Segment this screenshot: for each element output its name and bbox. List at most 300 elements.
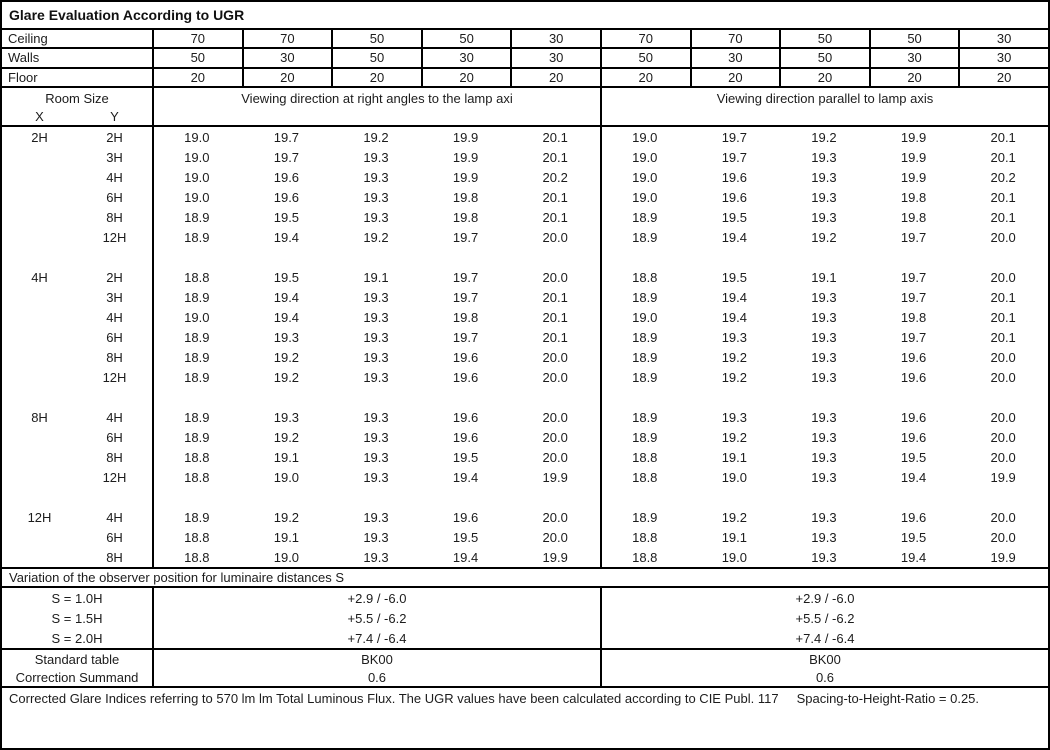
ugr-value: 20.1 <box>542 209 568 225</box>
room-y-label: 8H <box>106 549 123 565</box>
ugr-value: 19.0 <box>632 309 658 325</box>
surface-value: 20 <box>690 69 780 86</box>
ugr-value: 18.9 <box>184 409 210 425</box>
room-y-label: 8H <box>106 349 123 365</box>
footer-text: Corrected Glare Indices referring to 570 lm lm Total Luminous Flux. The UGR values have been calculated according to CIE Publ. 117 <box>9 691 779 706</box>
variation-value-right: +7.4 / -6.4 <box>600 628 1048 648</box>
room-y-label: 3H <box>106 149 123 165</box>
variation-row <box>2 608 1048 628</box>
surface-value: 50 <box>331 49 421 66</box>
footer-ratio: Spacing-to-Height-Ratio = 0.25. <box>796 691 980 706</box>
ugr-value: 19.8 <box>452 209 479 225</box>
ugr-value: 20.0 <box>990 449 1016 465</box>
ugr-value: 19.4 <box>900 469 927 485</box>
surface-rows <box>2 30 1048 88</box>
ugr-value: 19.2 <box>363 229 389 245</box>
ugr-value: 18.9 <box>632 229 658 245</box>
ugr-value: 19.0 <box>721 469 748 485</box>
surface-value: 30 <box>958 49 1048 66</box>
variation-title: Variation of the observer position for luminaire distances S <box>2 567 1048 588</box>
ugr-value: 19.3 <box>811 449 837 465</box>
ugr-value: 19.3 <box>811 149 837 165</box>
ugr-value: 20.1 <box>542 149 568 165</box>
ugr-value: 19.2 <box>811 229 837 245</box>
ugr-value: 19.3 <box>363 349 389 365</box>
ugr-value: 20.1 <box>542 289 568 305</box>
variation-value-right: +5.5 / -6.2 <box>600 608 1048 628</box>
ugr-value: 19.8 <box>900 189 927 205</box>
ugr-value: 19.6 <box>273 169 300 185</box>
ugr-value: 19.3 <box>363 189 389 205</box>
ugr-value: 20.0 <box>990 269 1016 285</box>
ugr-value: 18.8 <box>184 449 210 465</box>
variation-rows <box>2 588 1048 650</box>
ugr-row <box>2 347 1048 367</box>
ugr-value: 19.9 <box>452 149 479 165</box>
ugr-row <box>2 267 1048 287</box>
summary-value-right: 0.6 <box>600 668 1048 686</box>
ugr-row <box>2 167 1048 187</box>
ugr-value: 19.2 <box>273 349 300 365</box>
ugr-value: 19.3 <box>811 429 837 445</box>
ugr-value: 20.0 <box>542 369 568 385</box>
ugr-value: 19.7 <box>273 149 300 165</box>
ugr-value: 19.8 <box>452 309 479 325</box>
ugr-value: 19.2 <box>811 129 837 145</box>
ugr-value: 19.0 <box>273 549 300 565</box>
ugr-value: 20.0 <box>542 269 568 285</box>
y-column-label: Y <box>110 109 119 124</box>
room-y-label: 6H <box>106 529 123 545</box>
ugr-value: 19.3 <box>363 309 389 325</box>
ugr-value: 18.8 <box>184 469 210 485</box>
surface-value: 30 <box>242 49 332 66</box>
ugr-value: 18.8 <box>632 449 658 465</box>
ugr-value: 19.2 <box>721 509 748 525</box>
ugr-row <box>2 227 1048 247</box>
ugr-value: 19.3 <box>363 529 389 545</box>
ugr-value: 19.4 <box>452 549 479 565</box>
room-x-label: 12H <box>27 509 52 525</box>
room-y-label: 4H <box>106 409 123 425</box>
ugr-value: 20.1 <box>990 309 1016 325</box>
ugr-value: 19.3 <box>363 429 389 445</box>
ugr-value: 19.2 <box>721 349 748 365</box>
ugr-value: 19.3 <box>721 329 748 345</box>
ugr-value: 19.2 <box>273 429 300 445</box>
variation-value-right: +2.9 / -6.0 <box>600 588 1048 608</box>
ugr-value: 20.0 <box>990 529 1016 545</box>
ugr-value: 18.9 <box>184 349 210 365</box>
ugr-value: 20.0 <box>990 409 1016 425</box>
ugr-row <box>2 507 1048 527</box>
ugr-value: 19.4 <box>900 549 927 565</box>
ugr-value: 20.1 <box>542 129 568 145</box>
ugr-value: 19.0 <box>632 149 658 165</box>
ugr-value: 18.8 <box>184 549 210 565</box>
ugr-value: 19.0 <box>273 469 300 485</box>
footer-note <box>2 688 1048 748</box>
ugr-value: 19.9 <box>990 469 1016 485</box>
room-y-label: 8H <box>106 449 123 465</box>
ugr-value: 19.0 <box>184 189 210 205</box>
x-column-label: X <box>35 109 44 124</box>
ugr-value: 18.9 <box>184 229 210 245</box>
ugr-value: 20.0 <box>990 429 1016 445</box>
summary-rows <box>2 650 1048 688</box>
ugr-value: 19.3 <box>721 409 748 425</box>
surface-value: 30 <box>869 49 959 66</box>
ugr-value: 19.7 <box>900 289 927 305</box>
ugr-value: 19.3 <box>811 329 837 345</box>
ugr-value: 18.8 <box>184 269 210 285</box>
ugr-value: 19.6 <box>900 429 927 445</box>
ugr-value: 19.3 <box>811 349 837 365</box>
ugr-value: 18.9 <box>184 289 210 305</box>
surface-row-walls <box>2 49 1048 68</box>
ugr-value: 19.4 <box>721 289 748 305</box>
ugr-value: 20.1 <box>990 329 1016 345</box>
ugr-value: 18.9 <box>632 369 658 385</box>
ugr-value: 19.6 <box>900 369 927 385</box>
room-size-xy <box>2 109 152 124</box>
room-y-label: 8H <box>106 209 123 225</box>
ugr-value: 20.0 <box>990 369 1016 385</box>
room-y-label: 4H <box>106 509 123 525</box>
ugr-value: 20.2 <box>990 169 1016 185</box>
surface-value: 70 <box>152 30 242 47</box>
ugr-value: 19.5 <box>721 209 748 225</box>
ugr-value: 19.7 <box>900 329 927 345</box>
ugr-value: 19.1 <box>721 449 748 465</box>
variation-value-left: +5.5 / -6.2 <box>152 608 600 628</box>
ugr-value: 19.3 <box>811 369 837 385</box>
ugr-value: 18.9 <box>632 429 658 445</box>
ugr-value: 19.2 <box>721 429 748 445</box>
ugr-value: 19.5 <box>452 529 479 545</box>
room-x-label: 4H <box>31 269 48 285</box>
surface-value: 20 <box>869 69 959 86</box>
surface-value: 70 <box>242 30 332 47</box>
ugr-value: 19.6 <box>900 509 927 525</box>
ugr-value: 19.5 <box>273 209 300 225</box>
ugr-row <box>2 427 1048 447</box>
ugr-value: 19.9 <box>900 129 927 145</box>
ugr-value: 19.3 <box>811 509 837 525</box>
ugr-value: 19.3 <box>363 209 389 225</box>
ugr-value: 19.5 <box>273 269 300 285</box>
ugr-value: 20.0 <box>542 229 568 245</box>
ugr-value: 18.9 <box>632 349 658 365</box>
room-y-label: 6H <box>106 189 123 205</box>
ugr-value: 19.3 <box>811 189 837 205</box>
surface-value: 20 <box>510 69 600 86</box>
surface-value: 20 <box>331 69 421 86</box>
surface-label: Ceiling <box>8 31 48 47</box>
ugr-value: 19.6 <box>721 169 748 185</box>
ugr-value: 19.3 <box>811 169 837 185</box>
ugr-value: 18.9 <box>632 409 658 425</box>
ugr-value: 18.9 <box>184 509 210 525</box>
ugr-value: 19.3 <box>811 289 837 305</box>
ugr-row <box>2 127 1048 147</box>
ugr-row <box>2 547 1048 567</box>
ugr-row <box>2 407 1048 427</box>
room-y-label: 6H <box>106 329 123 345</box>
ugr-value: 19.3 <box>273 409 300 425</box>
ugr-value: 19.0 <box>721 549 748 565</box>
variation-distance-label: S = 2.0H <box>51 630 103 646</box>
ugr-value: 19.3 <box>811 529 837 545</box>
room-y-label: 2H <box>106 269 123 285</box>
surface-value: 30 <box>690 49 780 66</box>
room-size-label: Room Size <box>45 91 109 106</box>
ugr-value: 19.8 <box>452 189 479 205</box>
surface-value: 20 <box>242 69 332 86</box>
ugr-value: 18.8 <box>632 469 658 485</box>
ugr-row <box>2 307 1048 327</box>
ugr-value: 19.3 <box>811 549 837 565</box>
ugr-value: 20.0 <box>542 349 568 365</box>
summary-label: Standard table <box>34 651 120 667</box>
ugr-value: 19.3 <box>363 469 389 485</box>
ugr-value: 18.9 <box>632 289 658 305</box>
ugr-value: 18.8 <box>632 529 658 545</box>
ugr-value: 19.3 <box>363 549 389 565</box>
room-x-label: 8H <box>31 409 48 425</box>
right-direction-header: Viewing direction parallel to lamp axis <box>600 88 1048 125</box>
surface-value: 70 <box>690 30 780 47</box>
left-direction-header: Viewing direction at right angles to the lamp axi <box>152 88 600 125</box>
ugr-value: 20.1 <box>990 209 1016 225</box>
ugr-value: 19.9 <box>900 169 927 185</box>
ugr-value: 19.3 <box>811 469 837 485</box>
column-header-row <box>2 88 1048 127</box>
ugr-value: 19.3 <box>363 449 389 465</box>
ugr-row <box>2 287 1048 307</box>
ugr-value: 19.3 <box>363 289 389 305</box>
ugr-value: 19.2 <box>721 369 748 385</box>
ugr-value: 19.4 <box>273 289 300 305</box>
ugr-value: 19.0 <box>184 149 210 165</box>
room-y-label: 2H <box>106 129 123 145</box>
variation-distance-label: S = 1.0H <box>51 590 103 606</box>
ugr-value: 19.0 <box>632 169 658 185</box>
room-y-label: 4H <box>106 309 123 325</box>
ugr-value: 18.9 <box>184 329 210 345</box>
ugr-value: 19.6 <box>900 349 927 365</box>
ugr-value: 20.1 <box>542 189 568 205</box>
ugr-value: 19.7 <box>900 229 927 245</box>
variation-distance-label: S = 1.5H <box>51 610 103 626</box>
ugr-value: 19.0 <box>632 189 658 205</box>
ugr-value: 20.0 <box>542 449 568 465</box>
room-y-label: 12H <box>102 229 127 245</box>
ugr-value: 19.9 <box>542 549 568 565</box>
ugr-value: 19.3 <box>363 149 389 165</box>
ugr-value: 19.6 <box>452 369 479 385</box>
ugr-value: 19.9 <box>452 169 479 185</box>
ugr-value: 19.9 <box>452 129 479 145</box>
ugr-value: 19.8 <box>900 309 927 325</box>
ugr-value: 20.0 <box>542 409 568 425</box>
ugr-row <box>2 467 1048 487</box>
ugr-value: 19.3 <box>811 309 837 325</box>
surface-value: 30 <box>510 30 600 47</box>
surface-value: 50 <box>600 49 690 66</box>
ugr-value: 18.8 <box>184 529 210 545</box>
ugr-value: 19.1 <box>273 529 300 545</box>
surface-value: 50 <box>779 30 869 47</box>
surface-value: 30 <box>510 49 600 66</box>
surface-label: Walls <box>8 50 40 66</box>
ugr-value: 19.7 <box>452 329 479 345</box>
surface-value: 30 <box>958 30 1048 47</box>
ugr-value: 19.0 <box>184 169 210 185</box>
ugr-value: 19.3 <box>811 409 837 425</box>
table-title: Glare Evaluation According to UGR <box>2 2 1048 30</box>
ugr-value: 19.1 <box>363 269 389 285</box>
variation-row <box>2 588 1048 608</box>
ugr-value: 18.9 <box>632 329 658 345</box>
room-y-label: 3H <box>106 289 123 305</box>
ugr-value: 18.9 <box>184 429 210 445</box>
summary-value-left: 0.6 <box>152 668 600 686</box>
summary-label: Correction Summand <box>15 669 139 685</box>
room-y-label: 12H <box>102 469 127 485</box>
ugr-value: 19.5 <box>721 269 748 285</box>
variation-row <box>2 628 1048 648</box>
surface-value: 20 <box>421 69 511 86</box>
ugr-value: 19.5 <box>452 449 479 465</box>
variation-value-left: +2.9 / -6.0 <box>152 588 600 608</box>
ugr-value: 19.6 <box>452 509 479 525</box>
ugr-value: 19.4 <box>721 309 748 325</box>
block-spacer <box>2 387 1048 407</box>
summary-row <box>2 668 1048 686</box>
room-y-label: 12H <box>102 369 127 385</box>
ugr-value: 20.1 <box>990 129 1016 145</box>
ugr-value: 19.7 <box>721 129 748 145</box>
surface-value: 50 <box>421 30 511 47</box>
ugr-value: 19.1 <box>273 449 300 465</box>
variation-value-left: +7.4 / -6.4 <box>152 628 600 648</box>
ugr-value: 19.3 <box>363 409 389 425</box>
ugr-value: 19.4 <box>452 469 479 485</box>
ugr-value: 20.1 <box>990 189 1016 205</box>
room-y-label: 4H <box>106 169 123 185</box>
ugr-value: 19.5 <box>900 449 927 465</box>
ugr-value: 19.9 <box>990 549 1016 565</box>
ugr-value: 18.8 <box>632 269 658 285</box>
ugr-row <box>2 327 1048 347</box>
ugr-value: 19.2 <box>273 369 300 385</box>
ugr-value: 19.6 <box>452 409 479 425</box>
ugr-row <box>2 147 1048 167</box>
room-y-label: 6H <box>106 429 123 445</box>
ugr-value: 20.1 <box>542 329 568 345</box>
ugr-value: 19.9 <box>542 469 568 485</box>
surface-value: 20 <box>779 69 869 86</box>
ugr-value: 19.6 <box>452 429 479 445</box>
block-spacer <box>2 247 1048 267</box>
ugr-row <box>2 447 1048 467</box>
ugr-row <box>2 367 1048 387</box>
ugr-value: 19.6 <box>273 189 300 205</box>
ugr-value: 19.3 <box>363 169 389 185</box>
summary-value-right: BK00 <box>600 650 1048 668</box>
ugr-value: 19.0 <box>184 129 210 145</box>
block-spacer <box>2 487 1048 507</box>
surface-value: 50 <box>779 49 869 66</box>
ugr-value: 19.9 <box>900 149 927 165</box>
ugr-value: 19.6 <box>900 409 927 425</box>
ugr-row <box>2 207 1048 227</box>
ugr-row <box>2 187 1048 207</box>
ugr-value: 19.3 <box>363 509 389 525</box>
ugr-value: 19.3 <box>811 209 837 225</box>
surface-value: 20 <box>152 69 242 86</box>
room-x-label: 2H <box>31 129 48 145</box>
ugr-value: 19.3 <box>363 369 389 385</box>
summary-row <box>2 650 1048 668</box>
ugr-value: 18.9 <box>184 209 210 225</box>
ugr-value: 19.6 <box>452 349 479 365</box>
ugr-row <box>2 527 1048 547</box>
ugr-value: 18.9 <box>632 209 658 225</box>
ugr-value: 19.4 <box>721 229 748 245</box>
ugr-value: 20.1 <box>990 149 1016 165</box>
ugr-value: 20.0 <box>990 509 1016 525</box>
ugr-value: 19.0 <box>184 309 210 325</box>
surface-value: 50 <box>331 30 421 47</box>
ugr-value: 20.0 <box>542 429 568 445</box>
summary-value-left: BK00 <box>152 650 600 668</box>
ugr-data-area <box>2 127 1048 567</box>
ugr-value: 19.8 <box>900 209 927 225</box>
ugr-value: 20.1 <box>542 309 568 325</box>
ugr-value: 19.0 <box>632 129 658 145</box>
surface-value: 50 <box>869 30 959 47</box>
ugr-value: 19.7 <box>721 149 748 165</box>
ugr-value: 19.1 <box>811 269 837 285</box>
ugr-value: 20.0 <box>542 509 568 525</box>
ugr-value: 20.2 <box>542 169 568 185</box>
ugr-value: 19.7 <box>452 269 479 285</box>
ugr-value: 19.3 <box>363 329 389 345</box>
surface-value: 70 <box>600 30 690 47</box>
ugr-value: 18.9 <box>184 369 210 385</box>
surface-value: 20 <box>600 69 690 86</box>
ugr-value: 19.2 <box>363 129 389 145</box>
surface-label: Floor <box>8 69 38 85</box>
surface-value: 30 <box>421 49 511 66</box>
ugr-value: 19.7 <box>900 269 927 285</box>
ugr-value: 19.3 <box>273 329 300 345</box>
ugr-value: 19.7 <box>273 129 300 145</box>
ugr-value: 19.1 <box>721 529 748 545</box>
surface-value: 50 <box>152 49 242 66</box>
ugr-value: 19.4 <box>273 229 300 245</box>
room-size-header <box>2 88 152 125</box>
ugr-value: 20.1 <box>990 289 1016 305</box>
ugr-value: 19.7 <box>452 229 479 245</box>
ugr-value: 20.0 <box>542 529 568 545</box>
ugr-value: 19.7 <box>452 289 479 305</box>
surface-row-ceiling <box>2 30 1048 49</box>
surface-value: 20 <box>958 69 1048 86</box>
ugr-value: 19.4 <box>273 309 300 325</box>
